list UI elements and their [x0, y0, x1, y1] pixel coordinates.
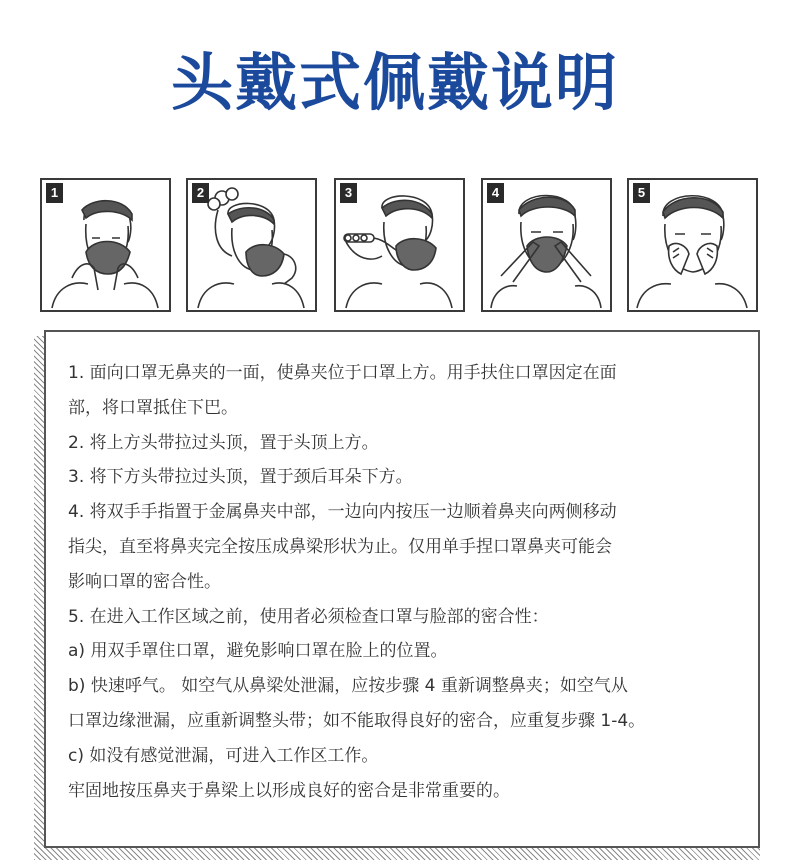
instruction-line: c) 如没有感觉泄漏，可进入工作区工作。	[68, 745, 379, 766]
instructions-panel	[44, 330, 760, 848]
step-illustrations	[40, 178, 758, 314]
step-1-panel	[40, 178, 171, 312]
instruction-line: 4. 将双手手指置于金属鼻夹中部，一边向内按压一边顺着鼻夹向两侧移动	[68, 502, 617, 523]
instruction-line: a) 用双手罩住口罩，避免影响口罩在脸上的位置。	[68, 641, 448, 662]
instruction-line: 口罩边缘泄漏，应重新调整头带；如不能取得良好的密合，应重复步骤 1-4。	[68, 710, 646, 731]
instruction-line: 2. 将上方头带拉过头顶，置于头顶上方。	[68, 432, 379, 453]
instruction-line: b) 快速呼气。 如空气从鼻梁处泄漏，应按步骤 4 重新调整鼻夹；如空气从	[68, 676, 628, 697]
instruction-line: 牢固地按压鼻夹于鼻梁上以形成良好的密合是非常重要的。	[68, 780, 510, 801]
page-title: 头戴式佩戴说明	[170, 46, 619, 119]
step-number: 1	[46, 183, 63, 203]
instruction-line: 5. 在进入工作区域之前，使用者必须检查口罩与脸部的密合性：	[68, 606, 549, 627]
step-number: 5	[633, 183, 650, 203]
instructions-text	[68, 356, 748, 808]
instruction-line: 1. 面向口罩无鼻夹的一面，使鼻夹位于口罩上方。用手扶住口罩因定在面	[68, 363, 617, 383]
step-2-panel	[186, 178, 317, 312]
step-number: 4	[487, 183, 504, 203]
instruction-line: 影响口罩的密合性。	[68, 571, 221, 592]
step-number: 3	[340, 183, 357, 203]
instruction-line: 3. 将下方头带拉过头顶，置于颈后耳朵下方。	[68, 467, 413, 488]
step-5-panel	[627, 178, 758, 312]
step-4-panel	[481, 178, 612, 312]
step-number: 2	[192, 183, 209, 203]
instruction-line: 指尖，直至将鼻夹完全按压成鼻梁形状为止。仅用单手捏口罩鼻夹可能会	[68, 536, 612, 557]
instruction-line: 部，将口罩抵住下巴。	[68, 397, 238, 418]
step-3-panel	[334, 178, 465, 312]
